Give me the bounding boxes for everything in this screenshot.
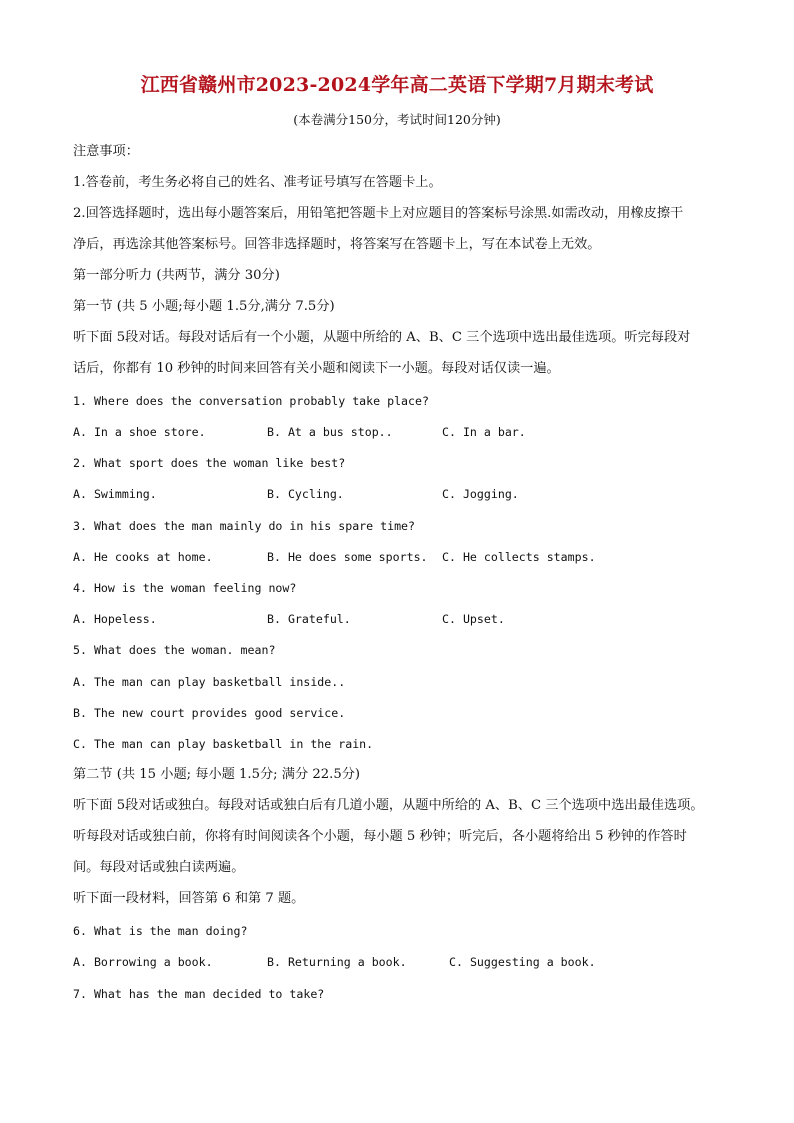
part1-heading: 第一部分听力 (共两节，满分 30分) <box>73 268 280 283</box>
notice-heading: 注意事项： <box>73 144 139 159</box>
page-title: 江西省赣州市2023-2024学年高二英语下学期7月期末考试 <box>140 74 654 96</box>
question-4-option-b: B. Grateful. <box>267 612 351 626</box>
material-intro: 听下面一段材料，回答第 6 和第 7 题。 <box>73 891 305 906</box>
section2-instruction-line-2: 听每段对话或独白前，你将有时间阅读各个小题，每小题 5 秒钟；听完后，各小题将给出 5 秒钟的作答时 <box>73 829 687 844</box>
notice-item-2-line-1: 2.回答选择题时，选出每小题答案后，用铅笔把答题卡上对应题目的答案标号涂黑.如需改动，用橡皮擦干 <box>73 206 684 221</box>
question-2-option-b: B. Cycling. <box>267 487 344 501</box>
question-1-option-b: B. At a bus stop.. <box>267 425 393 439</box>
question-5-option-a: A. The man can play basketball inside.. <box>73 675 346 689</box>
question-3-option-a: A. He cooks at home. <box>73 550 213 564</box>
question-5: 5. What does the woman. mean? <box>73 643 276 657</box>
question-4: 4. How is the woman feeling now? <box>73 581 297 595</box>
section1-instruction-line-2: 话后，你都有 10 秒钟的时间来回答有关小题和阅读下一小题。每段对话仅读一遍。 <box>73 361 560 376</box>
question-2-option-a: A. Swimming. <box>73 487 157 501</box>
question-1-option-c: C. In a bar. <box>442 425 526 439</box>
section1-instruction-line-1: 听下面 5段对话。每段对话后有一个小题，从题中所给的 A、B、C 三个选项中选出最佳选项。听完每段对 <box>73 330 691 345</box>
question-6-option-b: B. Returning a book. <box>267 955 407 969</box>
question-4-option-a: A. Hopeless. <box>73 612 157 626</box>
question-3-option-b: B. He does some sports. <box>267 550 428 564</box>
question-6-option-a: A. Borrowing a book. <box>73 955 213 969</box>
question-3: 3. What does the man mainly do in his spare time? <box>73 519 416 533</box>
question-7: 7. What has the man decided to take? <box>73 987 325 1001</box>
question-5-option-b: B. The new court provides good service. <box>73 706 346 720</box>
notice-item-1: 1.答卷前，考生务必将自己的姓名、准考证号填写在答题卡上。 <box>73 175 442 190</box>
question-1-option-a: A. In a shoe store. <box>73 425 206 439</box>
question-2-option-c: C. Jogging. <box>442 487 519 501</box>
question-2: 2. What sport does the woman like best? <box>73 456 346 470</box>
question-1: 1. Where does the conversation probably take place? <box>73 394 429 408</box>
question-6-option-c: C. Suggesting a book. <box>449 955 596 969</box>
question-5-option-c: C. The man can play basketball in the rain. <box>73 737 374 751</box>
section2-instruction-line-1: 听下面 5段对话或独白。每段对话或独白后有几道小题，从题中所给的 A、B、C 三个选项中选出最佳选项。 <box>73 798 704 813</box>
question-3-option-c: C. He collects stamps. <box>442 550 596 564</box>
question-6: 6. What is the man doing? <box>73 924 248 938</box>
page-subtitle: (本卷满分150分，考试时间120分钟) <box>293 112 501 127</box>
question-4-option-c: C. Upset. <box>442 612 505 626</box>
section1-heading: 第一节 (共 5 小题;每小题 1.5分,满分 7.5分) <box>73 299 335 314</box>
section2-instruction-line-3: 间。每段对话或独白读两遍。 <box>73 860 245 875</box>
notice-item-2-line-2: 净后，再选涂其他答案标号。回答非选择题时，将答案写在答题卡上，写在本试卷上无效。 <box>73 237 601 252</box>
section2-heading: 第二节 (共 15 小题; 每小题 1.5分; 满分 22.5分) <box>73 767 361 782</box>
